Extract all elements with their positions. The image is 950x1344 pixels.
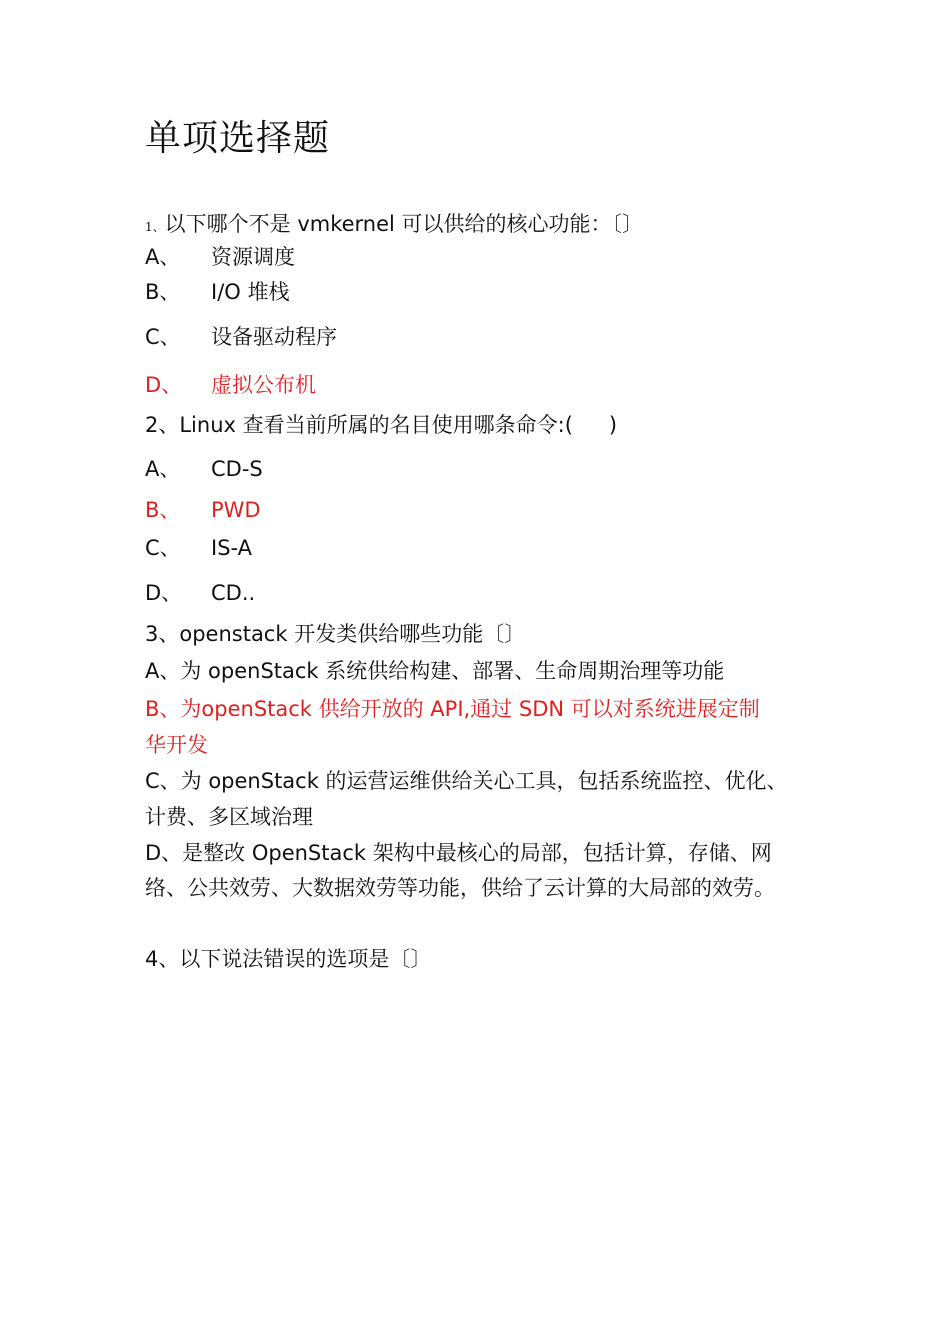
option-text: CD.. <box>211 581 256 605</box>
question-1-option-c <box>145 322 337 352</box>
question-2-option-d <box>145 578 255 608</box>
question-3-option-d-line2: 络、公共效劳、大数据效劳等功能，供给了云计算的大局部的效劳。 <box>145 876 775 900</box>
question-2-stem <box>145 410 617 440</box>
option-letter: C、 <box>145 325 181 349</box>
question-1-stem <box>145 209 643 242</box>
question-3-stem: 3、openstack 开发类供给哪些功能〔〕 <box>145 622 526 646</box>
question-3-option-c-line2: 计费、多区域治理 <box>145 805 313 829</box>
option-letter: B、 <box>145 280 181 304</box>
option-letter: D、 <box>145 581 183 605</box>
page-title: 单项选择题 <box>145 118 331 159</box>
question-3-option-b-answer-line2: 华开发 <box>145 733 208 757</box>
option-letter: A、 <box>145 457 181 481</box>
question-3-option-d-line1: D、是整改 OpenStack 架构中最核心的局部，包括计算，存储、网 <box>145 841 772 865</box>
option-letter: D、 <box>145 373 183 397</box>
option-letter: A、 <box>145 245 181 269</box>
question-1-number: 1 <box>145 220 153 234</box>
question-4-stem: 4、以下说法错误的选项是〔〕 <box>145 947 432 971</box>
question-2-option-a <box>145 454 263 484</box>
option-text: CD-S <box>211 457 263 481</box>
question-2-option-b-answer <box>145 495 261 525</box>
question-2-text-close: ) <box>608 413 618 437</box>
question-1-option-a <box>145 242 295 272</box>
question-1-option-d-answer <box>145 370 316 400</box>
question-3-option-c-line1: C、为 openStack 的运营运维供给关心工具，包括系统监控、优化、 <box>145 769 788 793</box>
option-letter: B、 <box>145 498 181 522</box>
question-1-text: 以下哪个不是 vmkernel 可以供给的核心功能：〔〕 <box>164 212 644 236</box>
question-3-option-a: A、为 openStack 系统供给构建、部署、生命周期治理等功能 <box>145 659 725 683</box>
option-text: I/O 堆栈 <box>211 280 290 304</box>
option-text: 资源调度 <box>211 245 295 269</box>
option-text: 设备驱动程序 <box>211 325 337 349</box>
question-2-option-c <box>145 533 252 563</box>
question-1-number-sep: 、 <box>152 220 165 234</box>
question-2-text: 2、Linux 查看当前所属的名目使用哪条命令:( <box>145 413 573 437</box>
option-text: IS-A <box>211 536 253 560</box>
option-letter: C、 <box>145 536 181 560</box>
option-text: 虚拟公布机 <box>211 373 316 397</box>
question-3-option-b-answer-line1: B、为openStack 供给开放的 API,通过 SDN 可以对系统进展定制 <box>145 697 760 721</box>
question-1-option-b <box>145 277 289 307</box>
option-text: PWD <box>211 498 261 522</box>
